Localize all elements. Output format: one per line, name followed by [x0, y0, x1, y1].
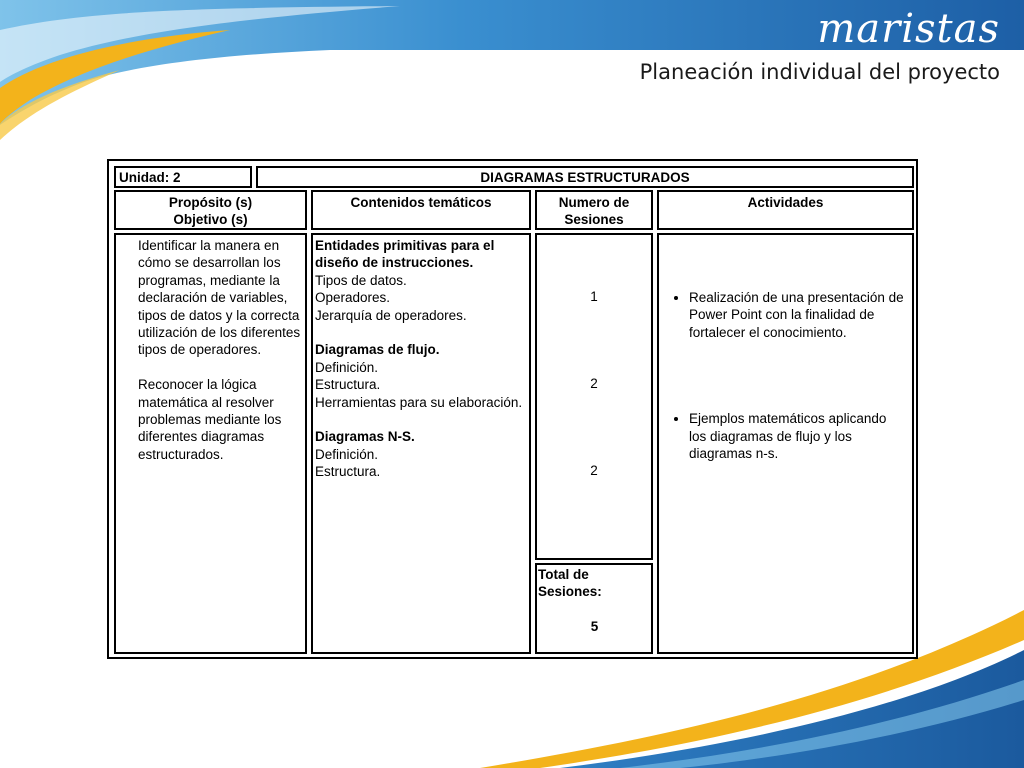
sesion-count: 2 [590, 376, 598, 391]
proposito-item: Identificar la manera en cómo se desarrollan los programas, mediante la declaración de variables, tipos de datos y la correcta utilización de los diferentes tipos de operadores. [138, 238, 301, 358]
slide-title: Planeación individual del proyecto [639, 60, 1000, 84]
contenido-group-title: Entidades primitivas para el diseño de instrucciones. [315, 238, 495, 271]
header-sesiones-line2: Sesiones [564, 212, 624, 228]
header-actividades-label: Actividades [747, 195, 824, 210]
header-proposito [114, 190, 307, 230]
contenido-group-title: Diagramas N-S. [315, 429, 415, 445]
contenido-item: Estructura. [315, 377, 381, 393]
planning-table [107, 159, 918, 659]
header-sesiones [535, 190, 653, 230]
unit-title-cell [256, 166, 914, 188]
maristas-logo: maristas [817, 6, 1000, 52]
header-contenidos [311, 190, 531, 230]
header-sesiones-line1: Numero de [558, 195, 630, 210]
contenido-item: Definición. [315, 446, 379, 462]
total-label: Sesiones: [538, 584, 602, 600]
total-label: Total de [538, 567, 589, 582]
unit-title: DIAGRAMAS ESTRUCTURADOS [480, 170, 690, 185]
contenido-item: Tipos de datos. [315, 272, 407, 288]
header-actividades [657, 190, 914, 230]
actividad-item: • Ejemplos matemáticos aplicando los diagramas de flujo y los diagramas n-s. [689, 410, 904, 462]
total-value: 5 [590, 619, 599, 635]
contenido-item: Operadores. [315, 290, 391, 306]
contenidos-cell [311, 233, 531, 654]
unidad-cell [114, 166, 252, 188]
proposito-item: Reconocer la lógica matemática al resolver problemas mediante los diferentes diagramas estructurados. [138, 377, 282, 462]
contenido-group-title: Diagramas de flujo. [315, 342, 440, 358]
total-sesiones-cell [535, 563, 653, 654]
contenido-item: Jerarquía de operadores. [315, 307, 467, 323]
sesion-count: 1 [590, 289, 598, 304]
propositos-cell [114, 233, 307, 654]
contenido-item: Definición. [315, 359, 379, 375]
contenido-item: Herramientas para su elaboración. [315, 394, 523, 410]
unidad-label: Unidad: 2 [119, 170, 181, 185]
sesiones-cell [535, 233, 653, 560]
sesion-count: 2 [590, 463, 598, 478]
contenido-item: Estructura. [315, 464, 381, 480]
actividad-item: • Realización de una presentación de Power Point con la finalidad de fortalecer el conocimiento. [689, 289, 904, 341]
actividades-cell [657, 233, 914, 654]
header-contenidos-label: Contenidos temáticos [350, 195, 492, 210]
header-proposito-line1: Propósito (s) [168, 195, 253, 210]
header-proposito-line2: Objetivo (s) [173, 212, 248, 228]
